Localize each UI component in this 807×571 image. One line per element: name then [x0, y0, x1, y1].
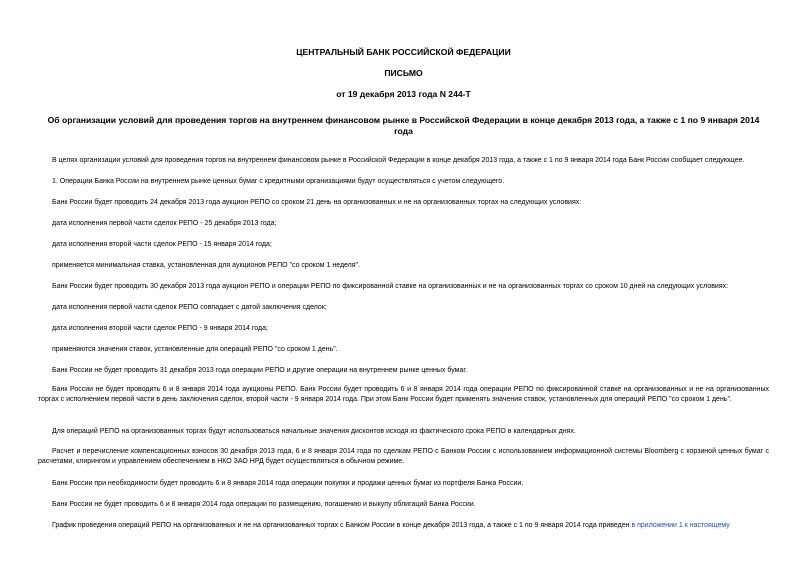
paragraph-portfolio-ops: Банк России при необходимости будет проводить 6 и 8 января 2014 года операции покупки и продажи ценных бумаг из портфеля Банка России. [52, 480, 524, 487]
paragraph-first-part-date: дата исполнения первой части сделок РЕПО - 25 декабря 2013 года; [52, 220, 277, 227]
paragraph-section-1: 1. Операции Банка России на внутреннем рынке ценных бумаг с кредитными организациями будут осуществляться с учетом следующего. [52, 178, 505, 185]
paragraph-bonds: Банк России не будет проводить 6 и 8 января 2014 года операции по размещению, погашению и выкупу облигаций Банка России. [52, 501, 476, 508]
document-number-date: от 19 декабря 2013 года N 244-Т [336, 89, 471, 99]
paragraph-bloomberg: Расчет и перечисление компенсационных взносов 30 декабря 2013 года, 6 и 8 января 2014 года по сделкам РЕПО с Банком России с использованием информационной системы Bloomberg с корзиной ценных бумаг с расчетами, клирингом и управлением обеспечением в НКО ЗАО НРД будет осуществляться в обычном режиме. [38, 448, 769, 465]
paragraph-jan6-8-repo: Банк России не будет проводить 6 и 8 января 2014 года аукционы РЕПО. Банк России будет проводить 6 и 8 января 2014 года операции РЕПО по фиксированной ставке на организованных и не на организованных торгах с исполнением первой части в день заключения сделок, второй части - 9 января 2014 года. При этом Банк России будет применять значения ставок, установленных для операций РЕПО "со сроком 1 день". [38, 386, 769, 403]
paragraph-repo-dec24: Банк России будет проводить 24 декабря 2013 года аукцион РЕПО со сроком 21 день на организованных и не на организованных торгах на следующих условиях: [52, 199, 582, 206]
paragraph-rates-1day: применяются значения ставок, установленные для операций РЕПО "со сроком 1 день". [52, 346, 338, 353]
paragraph-no-ops-dec31: Банк России не будет проводить 31 декабря 2013 года операции РЕПО и другие операции на внутреннем рынке ценных бумаг. [52, 367, 467, 374]
paragraph-second-part-date: дата исполнения второй части сделок РЕПО - 15 января 2014 года; [52, 241, 272, 248]
paragraph-schedule [38, 521, 769, 531]
document-type: ПИСЬМО [384, 68, 423, 78]
paragraph-repo-dec30: Банк России будет проводить 30 декабря 2013 года аукцион РЕПО и операции РЕПО по фиксированной ставке на организованных и не на организованных торгах со сроком 10 дней на следующих условиях: [52, 283, 729, 290]
paragraph-discounts: Для операций РЕПО на организованных торгах будут использоваться начальные значения дисконтов исходя из фактического срока РЕПО в календарных днях. [52, 428, 576, 435]
paragraph-first-part-same-day: дата исполнения первой части сделок РЕПО совпадает с датой заключения сделок; [52, 304, 327, 311]
issuing-organization: ЦЕНТРАЛЬНЫЙ БАНК РОССИЙСКОЙ ФЕДЕРАЦИИ [296, 47, 511, 57]
paragraph-second-part-jan9: дата исполнения второй части сделок РЕПО - 9 января 2014 года; [52, 325, 268, 332]
document-title: Об организации условий для проведения торгов на внутреннем финансовом рынке в Российской Федерации в конце декабря 2013 года, а также с 1 по 9 января 2014 года [47, 115, 760, 136]
paragraph-intro: В целях организации условий для проведения торгов на внутреннем финансовом рынке в Российской Федерации в конце декабря 2013 года, а также с 1 по 9 января 2014 года Банк России сообщает следующее. [52, 157, 745, 164]
paragraph-min-rate: применяется минимальная ставка, установленная для аукционов РЕПО "со сроком 1 неделя". [52, 262, 360, 269]
schedule-text: График проведения операций РЕПО на организованных и не на организованных торгах с Банком России в конце декабря 2013 года, а также с 1 по 9 января 2014 года приведен [52, 522, 630, 529]
appendix-link[interactable]: в приложении 1 к настоящему [631, 522, 730, 529]
